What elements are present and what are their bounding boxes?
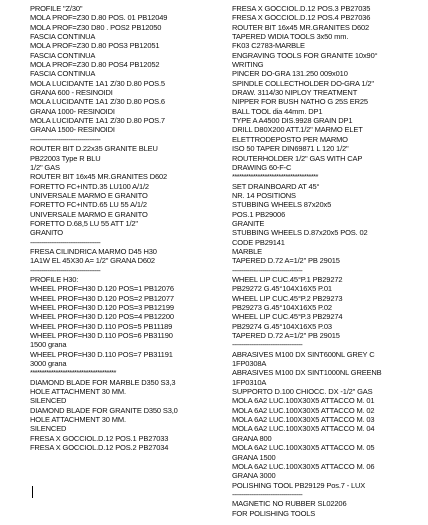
left-column-line: GRANA 1000- RESINOIDI bbox=[30, 106, 115, 116]
right-column-line: ABRASIVES M100 DX SINT600NL GREY C bbox=[232, 349, 375, 359]
right-column-line: WRITING bbox=[232, 60, 264, 70]
right-column-line: 1FP0310A bbox=[232, 377, 267, 387]
left-column-line: WHEEL PROF=H30 D.120 POS=3 PB12199 bbox=[30, 303, 174, 312]
left-column-line: HOLE ATTACHMENT 30 MM. bbox=[30, 415, 126, 425]
left-column-line: FASCIA CONTINUA bbox=[30, 69, 96, 79]
left-column-line: ------------------------------------- bbox=[30, 237, 101, 247]
left-column-line: HOLE ATTACHMENT 30 MM. bbox=[30, 387, 126, 397]
left-column-line: 1/2" GAS bbox=[30, 162, 60, 172]
right-column-line: MOLA 6A2 LUC.100X30X5 ATTACCO M. 05 bbox=[232, 443, 375, 453]
left-column-line: MOLA LUCIDANTE 1A1 Z/30 D.80 POS.6 bbox=[30, 97, 165, 107]
right-column-line: ************************************* bbox=[232, 172, 318, 182]
left-column-line: MOLA PROF=Z30 D.80 POS4 PB12052 bbox=[30, 60, 160, 70]
right-column-line: WHEEL LIP CUC.45°P.2 PB29273 bbox=[232, 293, 343, 303]
right-column-line: GRANA 3000 bbox=[232, 471, 276, 481]
right-column-line: SPINDLE COLLECTHOLDER DO-GRA 1/2" bbox=[232, 78, 374, 88]
left-column-line: MOLA LUCIDANTE 1A1 Z/30 D.80 POS.5 bbox=[30, 78, 165, 88]
right-column-line: TAPERED D.72 A=1/2" PB 29015 bbox=[232, 331, 340, 341]
left-column-line: FRESA X GOCCIOL.D.12 POS.1 PB27033 bbox=[30, 433, 169, 443]
left-column-line: FRESA X GOCCIOL.D.12 POS.2 PB27034 bbox=[30, 443, 169, 453]
right-column-line: ------------------------------------- bbox=[232, 340, 303, 350]
left-column-line: FORETTO FC+INTD.65 LU 55 A/1/2 bbox=[30, 200, 147, 210]
left-column-line: SILENCED bbox=[30, 424, 67, 434]
left-column-line: DIAMOND BLADE FOR MARBLE D350 S3,3 bbox=[30, 377, 176, 387]
left-column-line: FASCIA CONTINUA bbox=[30, 32, 96, 42]
left-column-line: ************************************* bbox=[30, 368, 116, 378]
left-column-line: WHEEL PROF=H30 D.110 POS=5 PB11189 bbox=[30, 321, 173, 331]
right-column-line: ------------------------------------- bbox=[232, 265, 303, 275]
right-column bbox=[232, 4, 424, 518]
left-column-line: PROFILE "Z/30" bbox=[30, 4, 83, 13]
right-column-line: WHEEL LIP CUC.45°P.3 PB29274 bbox=[232, 312, 343, 322]
right-column-line: MOLA 6A2 LUC.100X30X5 ATTACCO M. 03 bbox=[232, 415, 375, 425]
left-column-line: PB22003 Type R BLU bbox=[30, 153, 101, 163]
left-column-line: WHEEL PROF=H30 D.120 POS=4 PB12200 bbox=[30, 312, 174, 322]
left-column-line: MOLA PROF=Z30 D.80 POS3 PB12051 bbox=[30, 41, 160, 51]
right-column-line: MOLA 6A2 LUC.100X30X5 ATTACCO M. 06 bbox=[232, 461, 375, 471]
left-column-line: MOLA LUCIDANTE 1A1 Z/30 D.80 POS.7 bbox=[30, 116, 165, 126]
left-column-line: ------------------------------------- bbox=[30, 134, 101, 144]
left-column-line: 3000 grana bbox=[30, 359, 67, 369]
right-column-line: TYPE A A4500 DIS.9928 GRAIN DP1 bbox=[232, 116, 353, 126]
right-column-line: 1FP0308A bbox=[232, 359, 267, 369]
right-column-line: STUBBING WHEELS 87x20x5 bbox=[232, 200, 332, 210]
right-column-line: POS.1 PB29006 bbox=[232, 209, 286, 219]
right-column-line: ENGRAVING TOOLS FOR GRANITE 10x90° bbox=[232, 50, 378, 60]
right-column-line: MAGNETIC NO RUBBER SL02206 bbox=[232, 499, 347, 509]
right-column-line: PINCER DO-GRA 131.250 009x010 bbox=[232, 69, 348, 79]
right-column-line: BALL TOOL dia 44mm. DP1 bbox=[232, 106, 323, 116]
left-column-line: 1500 grana bbox=[30, 340, 67, 350]
right-column-line: ROUTER BIT 16x45 MR.GRANITES D602 bbox=[232, 22, 370, 32]
right-column-line: FRESA X GOCCIOL.D.12 POS.3 PB27035 bbox=[232, 4, 371, 13]
left-column-line: WHEEL PROF=H30 D.120 POS=1 PB12076 bbox=[30, 284, 174, 294]
right-column-line: ISO 50 TAPER DIN69871 L 120 1/2" bbox=[232, 144, 349, 154]
right-column-line: ABRASIVES M100 DX SINT1000NL GREENB bbox=[232, 368, 382, 378]
left-column-line: GRANA 1500- RESINOIDI bbox=[30, 125, 115, 135]
right-column-line: MOLA 6A2 LUC.100X30X5 ATTACCO M. 02 bbox=[232, 405, 375, 415]
right-column-line: SUPPORTO D.100 CHIOCC. DX -1/2" GAS bbox=[232, 387, 373, 397]
left-column-line: ROUTER BIT D.22x35 GRANITE BLEU bbox=[30, 144, 158, 154]
left-column-line: MOLA PROF=Z30 D.80 POS. 01 PB12049 bbox=[30, 13, 168, 23]
left-column-line: GRANA 600 - RESINOIDI bbox=[30, 88, 113, 98]
right-column-line: GRANA 800 bbox=[232, 433, 272, 443]
left-column-line: WHEEL PROF=H30 D.110 POS=7 PB31191 bbox=[30, 349, 173, 359]
right-column-line: DRAWING 60-F-C bbox=[232, 162, 292, 172]
right-column-line: MOLA 6A2 LUC.100X30X5 ATTACCO M. 01 bbox=[232, 396, 375, 406]
right-column-line: DRILL D80X200 ATT.1/2" MARMO ELET bbox=[232, 125, 363, 135]
right-column-line: TAPERED D.72 A=1/2" PB 29015 bbox=[232, 256, 340, 266]
left-column-line: SILENCED bbox=[30, 396, 67, 406]
left-column-line: FORETTO FC+INTD.35 LU100 A/1/2 bbox=[30, 181, 149, 191]
left-column bbox=[30, 4, 224, 453]
left-column-line: 1A1W EL 45X30 A= 1/2" GRANA D602 bbox=[30, 256, 155, 266]
right-column-line: GRANA 1500 bbox=[232, 452, 276, 462]
right-column-line: CODE PB29141 bbox=[232, 237, 285, 247]
right-column-line: MOLA 6A2 LUC.100X30X5 ATTACCO M. 04 bbox=[232, 424, 375, 434]
left-column-line: GRANITO bbox=[30, 228, 63, 238]
right-column-line: SET DRAINBOARD AT 45° bbox=[232, 181, 320, 191]
left-column-line: ROUTER BIT 16x45 MR.GRANITES D602 bbox=[30, 172, 168, 182]
right-column-line: MARBLE bbox=[232, 246, 262, 256]
right-column-line: PB29272 G.45°104X16X5 P.01 bbox=[232, 284, 332, 294]
left-column-line: UNIVERSALE MARMO E GRANITO bbox=[30, 190, 148, 200]
left-column-line: WHEEL PROF=H30 D.110 POS=6 PB31190 bbox=[30, 331, 173, 341]
right-column-line: ELETTRODEPOSTO PER MARMO bbox=[232, 134, 348, 144]
right-column-line: WHEEL LIP CUC.45°P.1 PB29272 bbox=[232, 274, 343, 284]
left-column-line: FRESA CILINDRICA MARMO D45 H30 bbox=[30, 246, 157, 256]
right-column-line: DRAW. 3114/30 NIPLOY TREATMENT bbox=[232, 88, 358, 98]
right-column-line: GRANITE bbox=[232, 218, 265, 228]
right-column-line: NIPPER FOR BUSH NATHO G 25S ER25 bbox=[232, 97, 368, 107]
left-column-line: ------------------------------------- bbox=[30, 265, 101, 275]
right-column-line: NR. 14 POSITIONS bbox=[232, 190, 296, 200]
text-cursor bbox=[32, 486, 33, 498]
left-column-line: PROFILE H30: bbox=[30, 274, 79, 284]
right-column-line: PB29273 G.45°104X16X5 P.02 bbox=[232, 303, 332, 312]
left-column-line: UNIVERSALE MARMO E GRANITO bbox=[30, 209, 148, 219]
right-column-line: FRESA X GOCCIOL.D.12 POS.4 PB27036 bbox=[232, 13, 371, 23]
right-column-line: ROUTERHOLDER 1/2" GAS WITH CAP bbox=[232, 153, 363, 163]
left-column-line: FASCIA CONTINUA bbox=[30, 50, 96, 60]
right-column-line: POLISHING TOOL PB29129 Pos.7 - LUX bbox=[232, 480, 366, 490]
right-column-line: FK03 C2783-MARBLE bbox=[232, 41, 305, 51]
right-column-line: FOR POLISHING TOOLS bbox=[232, 508, 316, 518]
left-column-line: FORETTO D.68,5 LU 55 ATT 1/2" bbox=[30, 218, 138, 228]
left-column-line: DIAMOND BLADE FOR GRANITE D350 S3,0 bbox=[30, 405, 178, 415]
left-column-line: MOLA PROF=Z30 D80 . POS2 PB12050 bbox=[30, 22, 162, 32]
right-column-line: TAPERED WIDIA TOOLS 3x50 mm. bbox=[232, 32, 349, 42]
right-column-line: PB29274 G.45°104X16X5 P.03 bbox=[232, 321, 332, 331]
right-column-line: ------------------------------------- bbox=[232, 489, 303, 499]
right-column-line: STUBBING WHEELS D.87x20x5 POS. 02 bbox=[232, 228, 368, 238]
left-column-line: WHEEL PROF=H30 D.120 POS=2 PB12077 bbox=[30, 293, 174, 303]
